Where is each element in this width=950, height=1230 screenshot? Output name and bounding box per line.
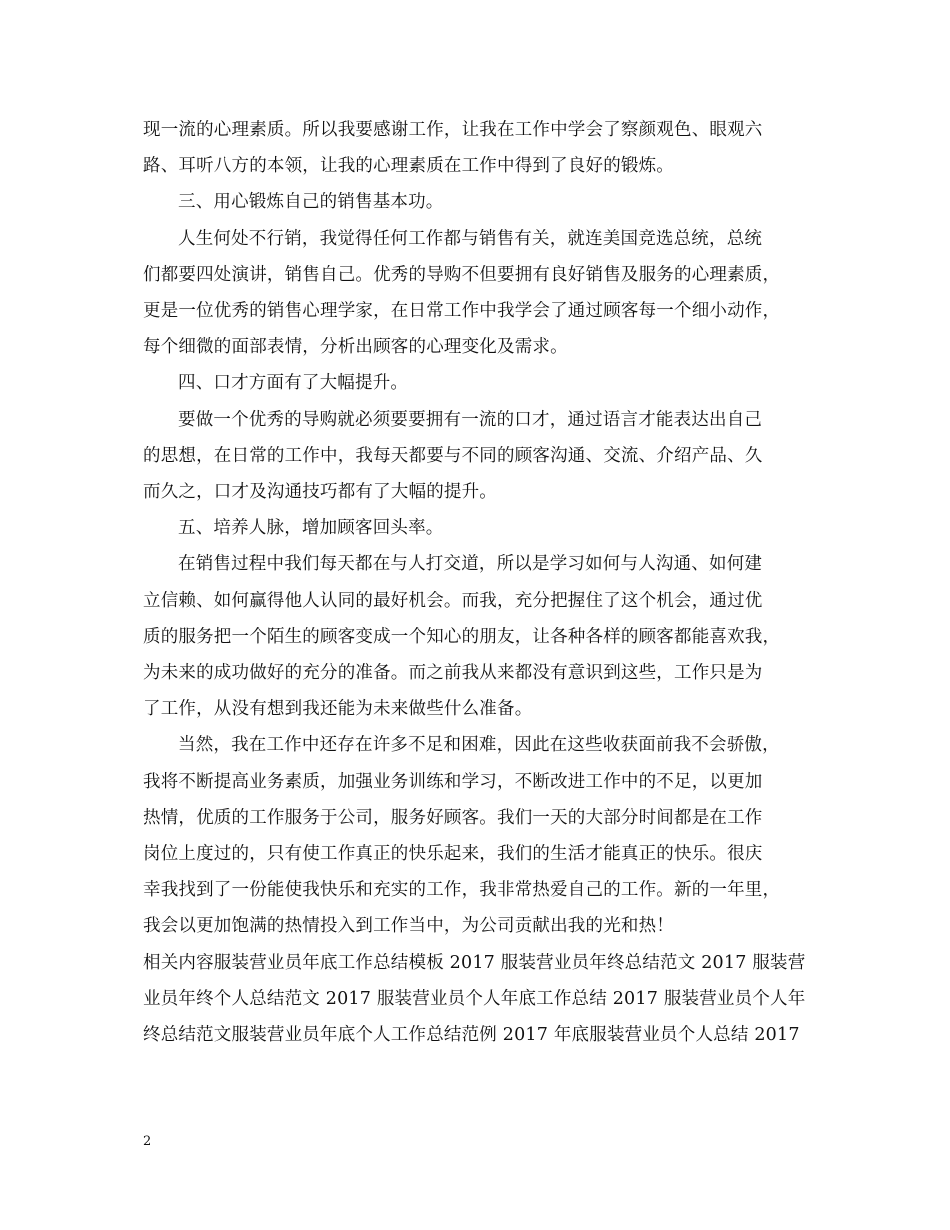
text-line: 更是一位优秀的销售心理学家，在日常工作中我学会了通过顾客每一个细小动作， <box>143 301 781 322</box>
page-number: 2 <box>143 1134 152 1149</box>
text-line: 了工作，从没有想到我还能为未来做些什么准备。 <box>143 699 533 720</box>
text-line: 在销售过程中我们每天都在与人打交道，所以是学习如何与人沟通、如何建 <box>178 554 763 575</box>
text-line: 质的服务把一个陌生的顾客变成一个知心的朋友，让各种各样的顾客都能喜欢我， <box>143 626 781 647</box>
related-content <box>143 945 808 1054</box>
text-line: 相关内容服装营业员年底工作总结模板 2017 服装营业员年终总结范文 2017 服装营 <box>143 952 806 973</box>
text-line: 业员年终个人总结范文 2017 服装营业员个人年底工作总结 2017 服装营业员个人年 <box>143 988 806 1009</box>
text-line: 立信赖、如何赢得他人认同的最好机会。而我，充分把握住了这个机会，通过优 <box>143 590 763 611</box>
text-line: 热情，优质的工作服务于公司，服务好顾客。我们一天的大部分时间都是在工作 <box>143 807 763 828</box>
text-line: 五、培养人脉，增加顾客回头率。 <box>178 518 444 539</box>
text-line: 人生何处不行销，我觉得任何工作都与销售有关，就连美国竞选总统，总统 <box>178 228 763 249</box>
text-line: 当然，我在工作中还存在许多不足和困难，因此在这些收获面前我不会骄傲， <box>178 735 780 756</box>
text-line: 岗位上度过的，只有使工作真正的快乐起来，我们的生活才能真正的快乐。很庆 <box>143 844 763 865</box>
text-line: 终总结范文服装营业员年底个人工作总结范例 2017 年底服装营业员个人总结 2017 <box>143 1025 800 1046</box>
text-line: 为未来的成功做好的充分的准备。而之前我从来都没有意识到这些，工作只是为 <box>143 663 763 684</box>
text-line: 路、耳听八方的本领，让我的心理素质在工作中得到了良好的锻炼。 <box>143 156 674 177</box>
text-line: 现一流的心理素质。所以我要感谢工作，让我在工作中学会了察颜观色、眼观六 <box>143 120 763 140</box>
document-body <box>143 112 808 1053</box>
text-line: 我将不断提高业务素质，加强业务训练和学习，不断改进工作中的不足，以更加 <box>143 771 763 792</box>
heading-four <box>143 365 808 401</box>
text-line: 而久之，口才及沟通技巧都有了大幅的提升。 <box>143 482 497 503</box>
text-line: 幸我找到了一份能使我快乐和充实的工作，我非常热爱自己的工作。新的一年里， <box>143 880 781 901</box>
para-psychology-end <box>143 112 808 184</box>
text-line: 的思想，在日常的工作中，我每天都要与不同的顾客沟通、交流、介绍产品、久 <box>143 445 763 466</box>
para-network <box>143 546 808 727</box>
para-eloquence <box>143 402 808 511</box>
text-line: 要做一个优秀的导购就必须要要拥有一流的口才，通过语言才能表达出自己 <box>178 409 763 430</box>
text-line: 们都要四处演讲，销售自己。优秀的导购不但要拥有良好销售及服务的心理素质， <box>143 264 781 285</box>
para-conclusion <box>143 727 808 944</box>
text-line: 四、口才方面有了大幅提升。 <box>178 373 409 394</box>
heading-three <box>143 184 808 220</box>
text-line: 我会以更加饱满的热情投入到工作当中，为公司贡献出我的光和热！ <box>143 916 674 937</box>
heading-five <box>143 510 808 546</box>
text-line: 三、用心锻炼自己的销售基本功。 <box>178 192 444 213</box>
para-sales <box>143 221 808 366</box>
text-line: 每个细微的面部表情，分析出顾客的心理变化及需求。 <box>143 337 568 358</box>
